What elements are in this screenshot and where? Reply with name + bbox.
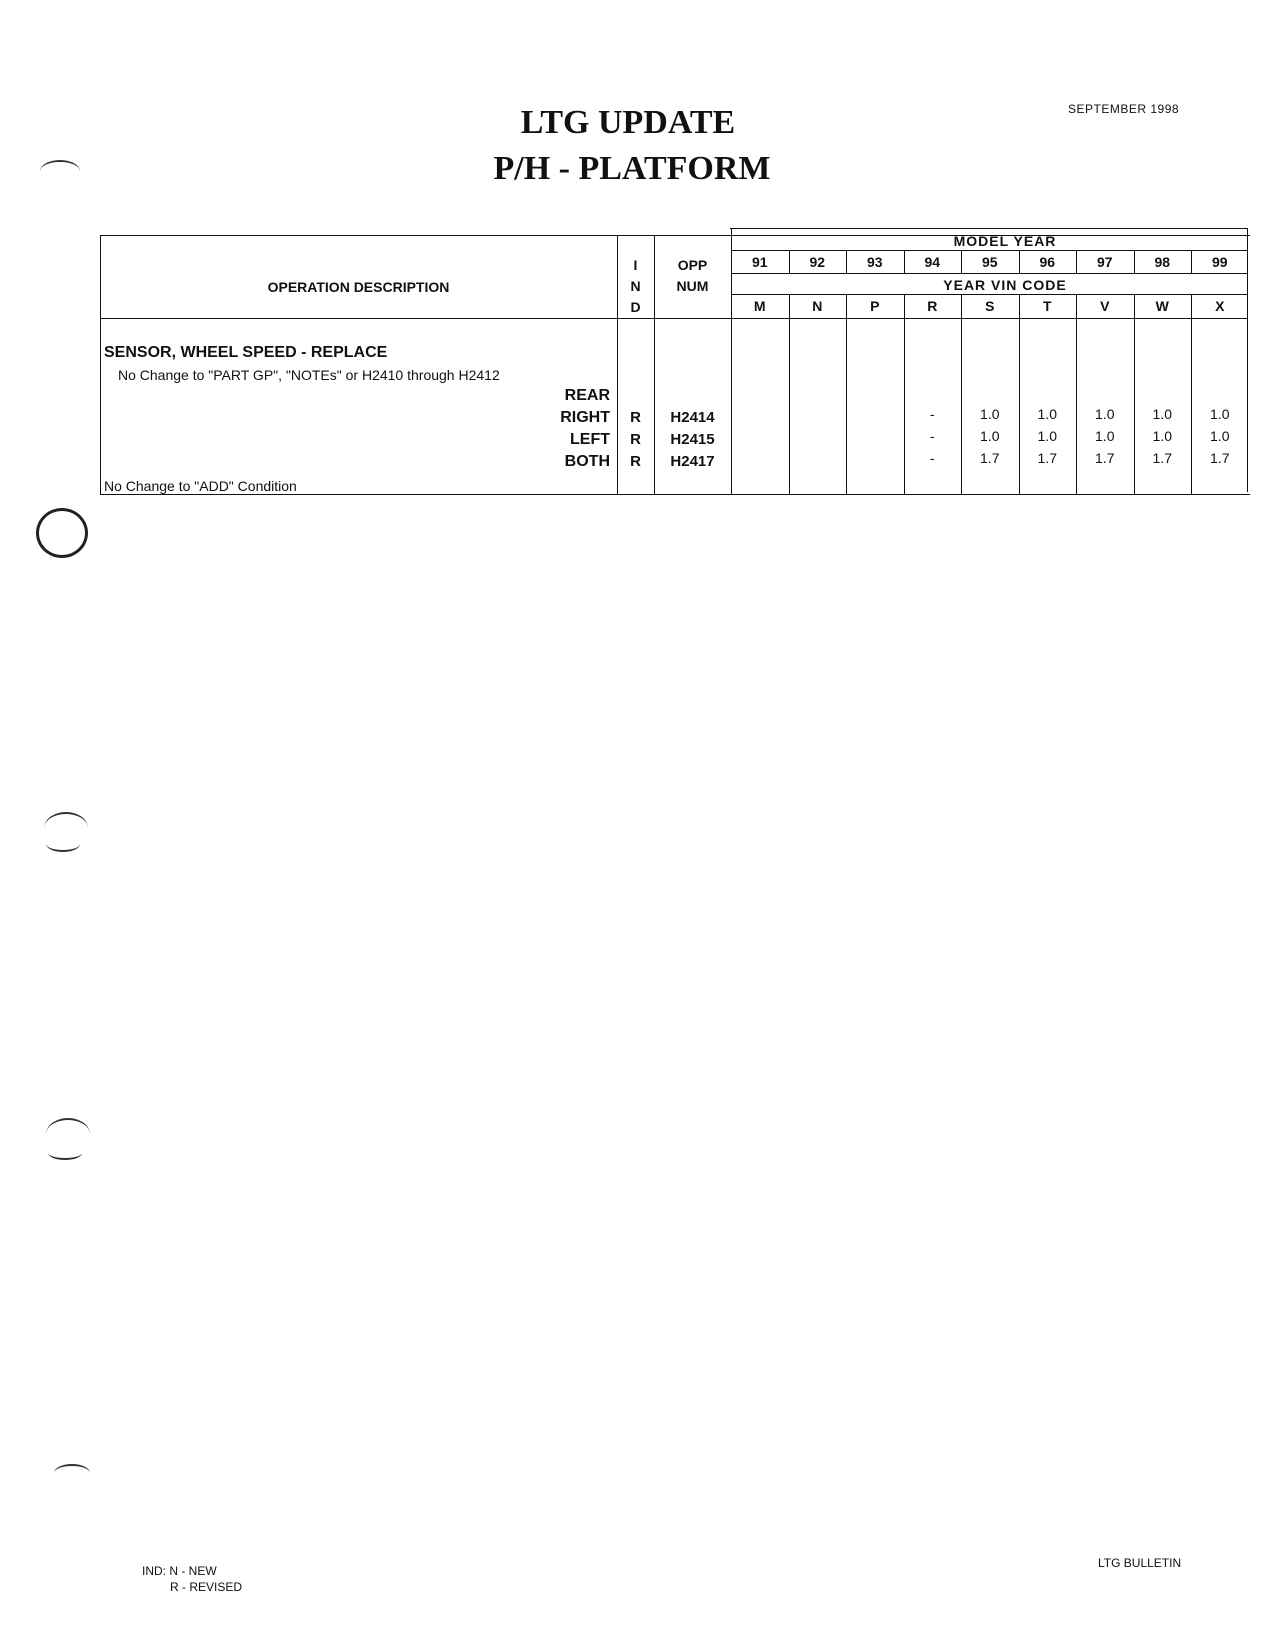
vin-code-m: M [753,298,766,314]
document-date: SEPTEMBER 1998 [1068,102,1180,116]
section-note: No Change to "PART GP", "NOTEs" or H2410 through H2412 [118,367,500,383]
row-labor-time: 1.0 [1037,406,1057,422]
model-year-98: 98 [1154,254,1171,270]
row-label: BOTH [564,453,610,470]
document-subtitle: P/H - PLATFORM [493,150,771,187]
binder-hole-mark [48,1146,82,1160]
row-labor-time: 1.0 [1210,406,1230,422]
model-year-97: 97 [1096,254,1113,270]
binder-hole-mark [46,836,80,852]
row-labor-time: - [929,428,935,444]
model-year-99: 99 [1211,254,1228,270]
model-year-92: 92 [809,254,826,270]
vin-code-r: R [927,298,938,314]
ind-header-n: N [630,278,641,294]
row-labor-time: 1.0 [980,406,1000,422]
labor-time-table [0,0,1280,520]
row-labor-time: 1.7 [980,450,1000,466]
row-labor-time: 1.0 [1095,406,1115,422]
section-title: SENSOR, WHEEL SPEED - REPLACE [104,344,388,361]
binder-hole-mark [54,1464,90,1482]
row-label: LEFT [570,431,610,448]
row-labor-time: 1.0 [1037,428,1057,444]
row-ind: R [630,409,641,426]
vin-code-t: T [1042,298,1052,314]
vin-code-v: V [1100,298,1110,314]
row-ind: R [630,431,641,448]
row-labor-time: 1.7 [1152,450,1172,466]
row-labor-time: - [929,406,935,422]
model-year-94: 94 [924,254,941,270]
group-label-rear: REAR [564,387,610,404]
model-year-header: MODEL YEAR [953,233,1057,249]
model-year-95: 95 [981,254,998,270]
year-vin-code-header: YEAR VIN CODE [943,277,1067,293]
vin-code-x: X [1215,298,1225,314]
legend-new: IND: N - NEW [142,1564,217,1578]
document-title: LTG UPDATE [520,104,736,141]
vin-code-s: S [985,298,995,314]
model-year-93: 93 [866,254,883,270]
row-labor-time: 1.7 [1095,450,1115,466]
vin-code-w: W [1155,298,1169,314]
bulletin-label: LTG BULLETIN [1098,1556,1182,1570]
ind-header-i: I [633,257,638,273]
opp-header: OPP [677,257,708,273]
vin-code-p: P [870,298,880,314]
footer-note: No Change to "ADD" Condition [104,478,297,494]
row-labor-time: 1.0 [1152,406,1172,422]
model-year-96: 96 [1039,254,1056,270]
row-opp-num: H2415 [670,431,715,448]
row-labor-time: 1.0 [1210,428,1230,444]
row-labor-time: 1.0 [1095,428,1115,444]
row-label: RIGHT [560,409,610,426]
row-opp-num: H2417 [670,453,715,470]
row-labor-time: 1.7 [1037,450,1057,466]
row-labor-time: 1.7 [1210,450,1230,466]
row-opp-num: H2414 [670,409,715,426]
num-header: NUM [676,278,709,294]
row-labor-time: 1.0 [980,428,1000,444]
vin-code-n: N [812,298,823,314]
row-ind: R [630,453,641,470]
row-labor-time: 1.0 [1152,428,1172,444]
row-labor-time: - [929,450,935,466]
operation-description-header: OPERATION DESCRIPTION [267,279,450,295]
ind-header-d: D [630,299,641,315]
model-year-91: 91 [751,254,768,270]
legend-revised: R - REVISED [170,1580,243,1594]
